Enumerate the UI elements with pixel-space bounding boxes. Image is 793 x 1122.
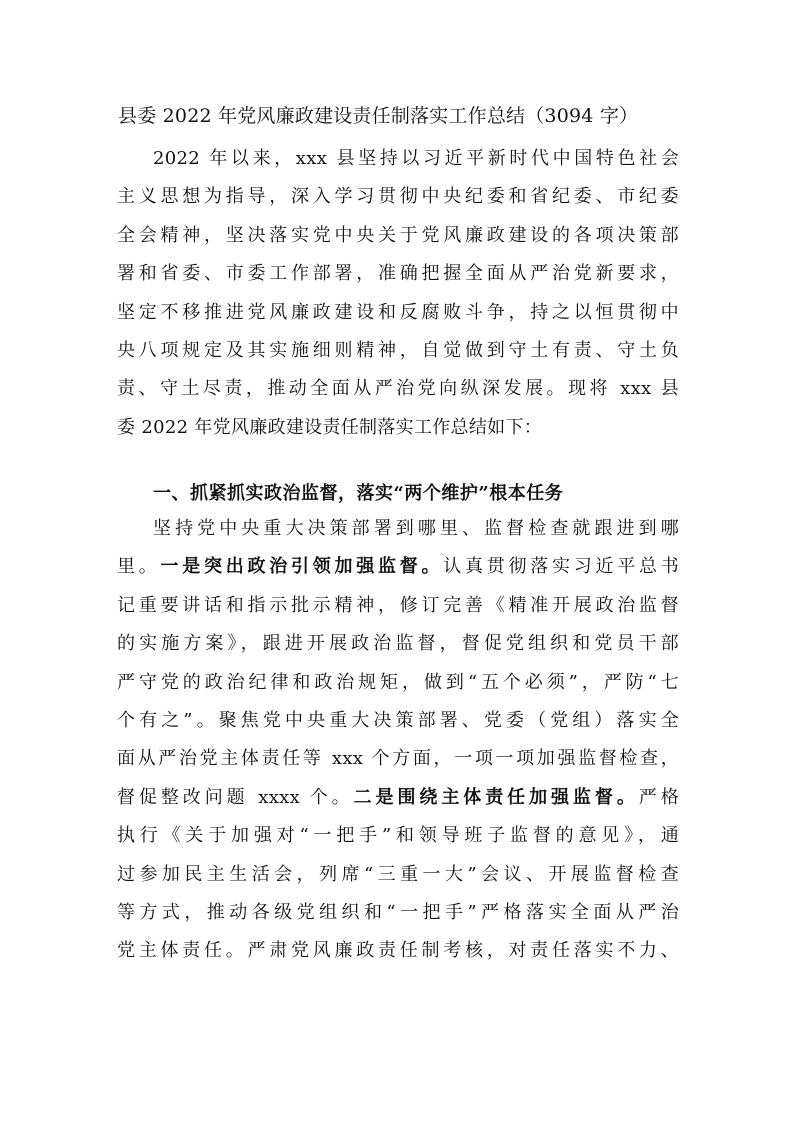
paragraph-line: 个有之”。聚焦党中央重大决策部署、党委（党组）落实全 — [117, 709, 679, 731]
paragraph-line: 坚定不移推进党风廉政建设和反腐败斗争，持之以恒贯彻中 — [117, 301, 679, 323]
line-text: 里。 — [117, 556, 161, 578]
paragraph-line: 委 2022 年党风廉政建设责任制落实工作总结如下： — [117, 416, 543, 438]
bold-lead-phrase: 一是突出政治引领加强监督。 — [160, 556, 444, 578]
paragraph-line: 记重要讲话和指示批示精神，修订完善《精准开展政治监督 — [117, 594, 679, 616]
paragraph-line: 坚持党中央重大决策部署到哪里、监督检查就跟进到哪 — [153, 518, 679, 539]
line-text: 严格 — [638, 786, 679, 808]
document-title: 县委 2022 年党风廉政建设责任制落实工作总结（3094 字） — [118, 105, 639, 127]
bold-lead-phrase: 二是围绕主体责任加强监督。 — [353, 786, 639, 808]
paragraph-line: 2022 年以来，xxx 县坚持以习近平新时代中国特色社会 — [153, 148, 679, 169]
paragraph-line: 等方式，推动各级党组织和“一把手”严格落实全面从严治 — [117, 901, 679, 923]
paragraph-line — [117, 779, 679, 817]
paragraph-line: 责、守土尽责，推动全面从严治党向纵深发展。现将 xxx 县 — [117, 378, 679, 400]
paragraph-line: 执行《关于加强对“一把手”和领导班子监督的意见》，通 — [117, 825, 679, 847]
paragraph-line: 严守党的政治纪律和政治规矩，做到“五个必须”，严防“七 — [117, 671, 679, 693]
intro-paragraph — [117, 140, 679, 447]
section-paragraph — [117, 510, 679, 971]
paragraph-line — [117, 548, 679, 586]
paragraph-line: 党主体责任。严肃党风廉政责任制考核，对责任落实不力、 — [117, 940, 679, 962]
paragraph-line: 署和省委、市委工作部署，准确把握全面从严治党新要求， — [117, 263, 679, 285]
paragraph-line: 过参加民主生活会，列席“三重一大”会议、开展监督检查 — [117, 863, 679, 885]
line-text: 认真贯彻落实习近平总书 — [443, 556, 679, 578]
paragraph-line: 央八项规定及其实施细则精神，自觉做到守土有责、守土负 — [117, 339, 679, 361]
paragraph-line: 全会精神，坚决落实党中央关于党风廉政建设的各项决策部 — [117, 224, 679, 246]
line-text: 督促整改问题 xxxx 个。 — [117, 786, 354, 808]
section-heading: 一、抓紧抓实政治监督，落实“两个维护”根本任务 — [153, 483, 564, 504]
paragraph-line: 面从严治党主体责任等 xxx 个方面，一项一项加强监督检查， — [117, 748, 679, 770]
paragraph-line: 主义思想为指导，深入学习贯彻中央纪委和省纪委、市纪委 — [117, 186, 679, 208]
paragraph-line: 的实施方案》，跟进开展政治监督，督促党组织和党员干部 — [117, 633, 679, 655]
